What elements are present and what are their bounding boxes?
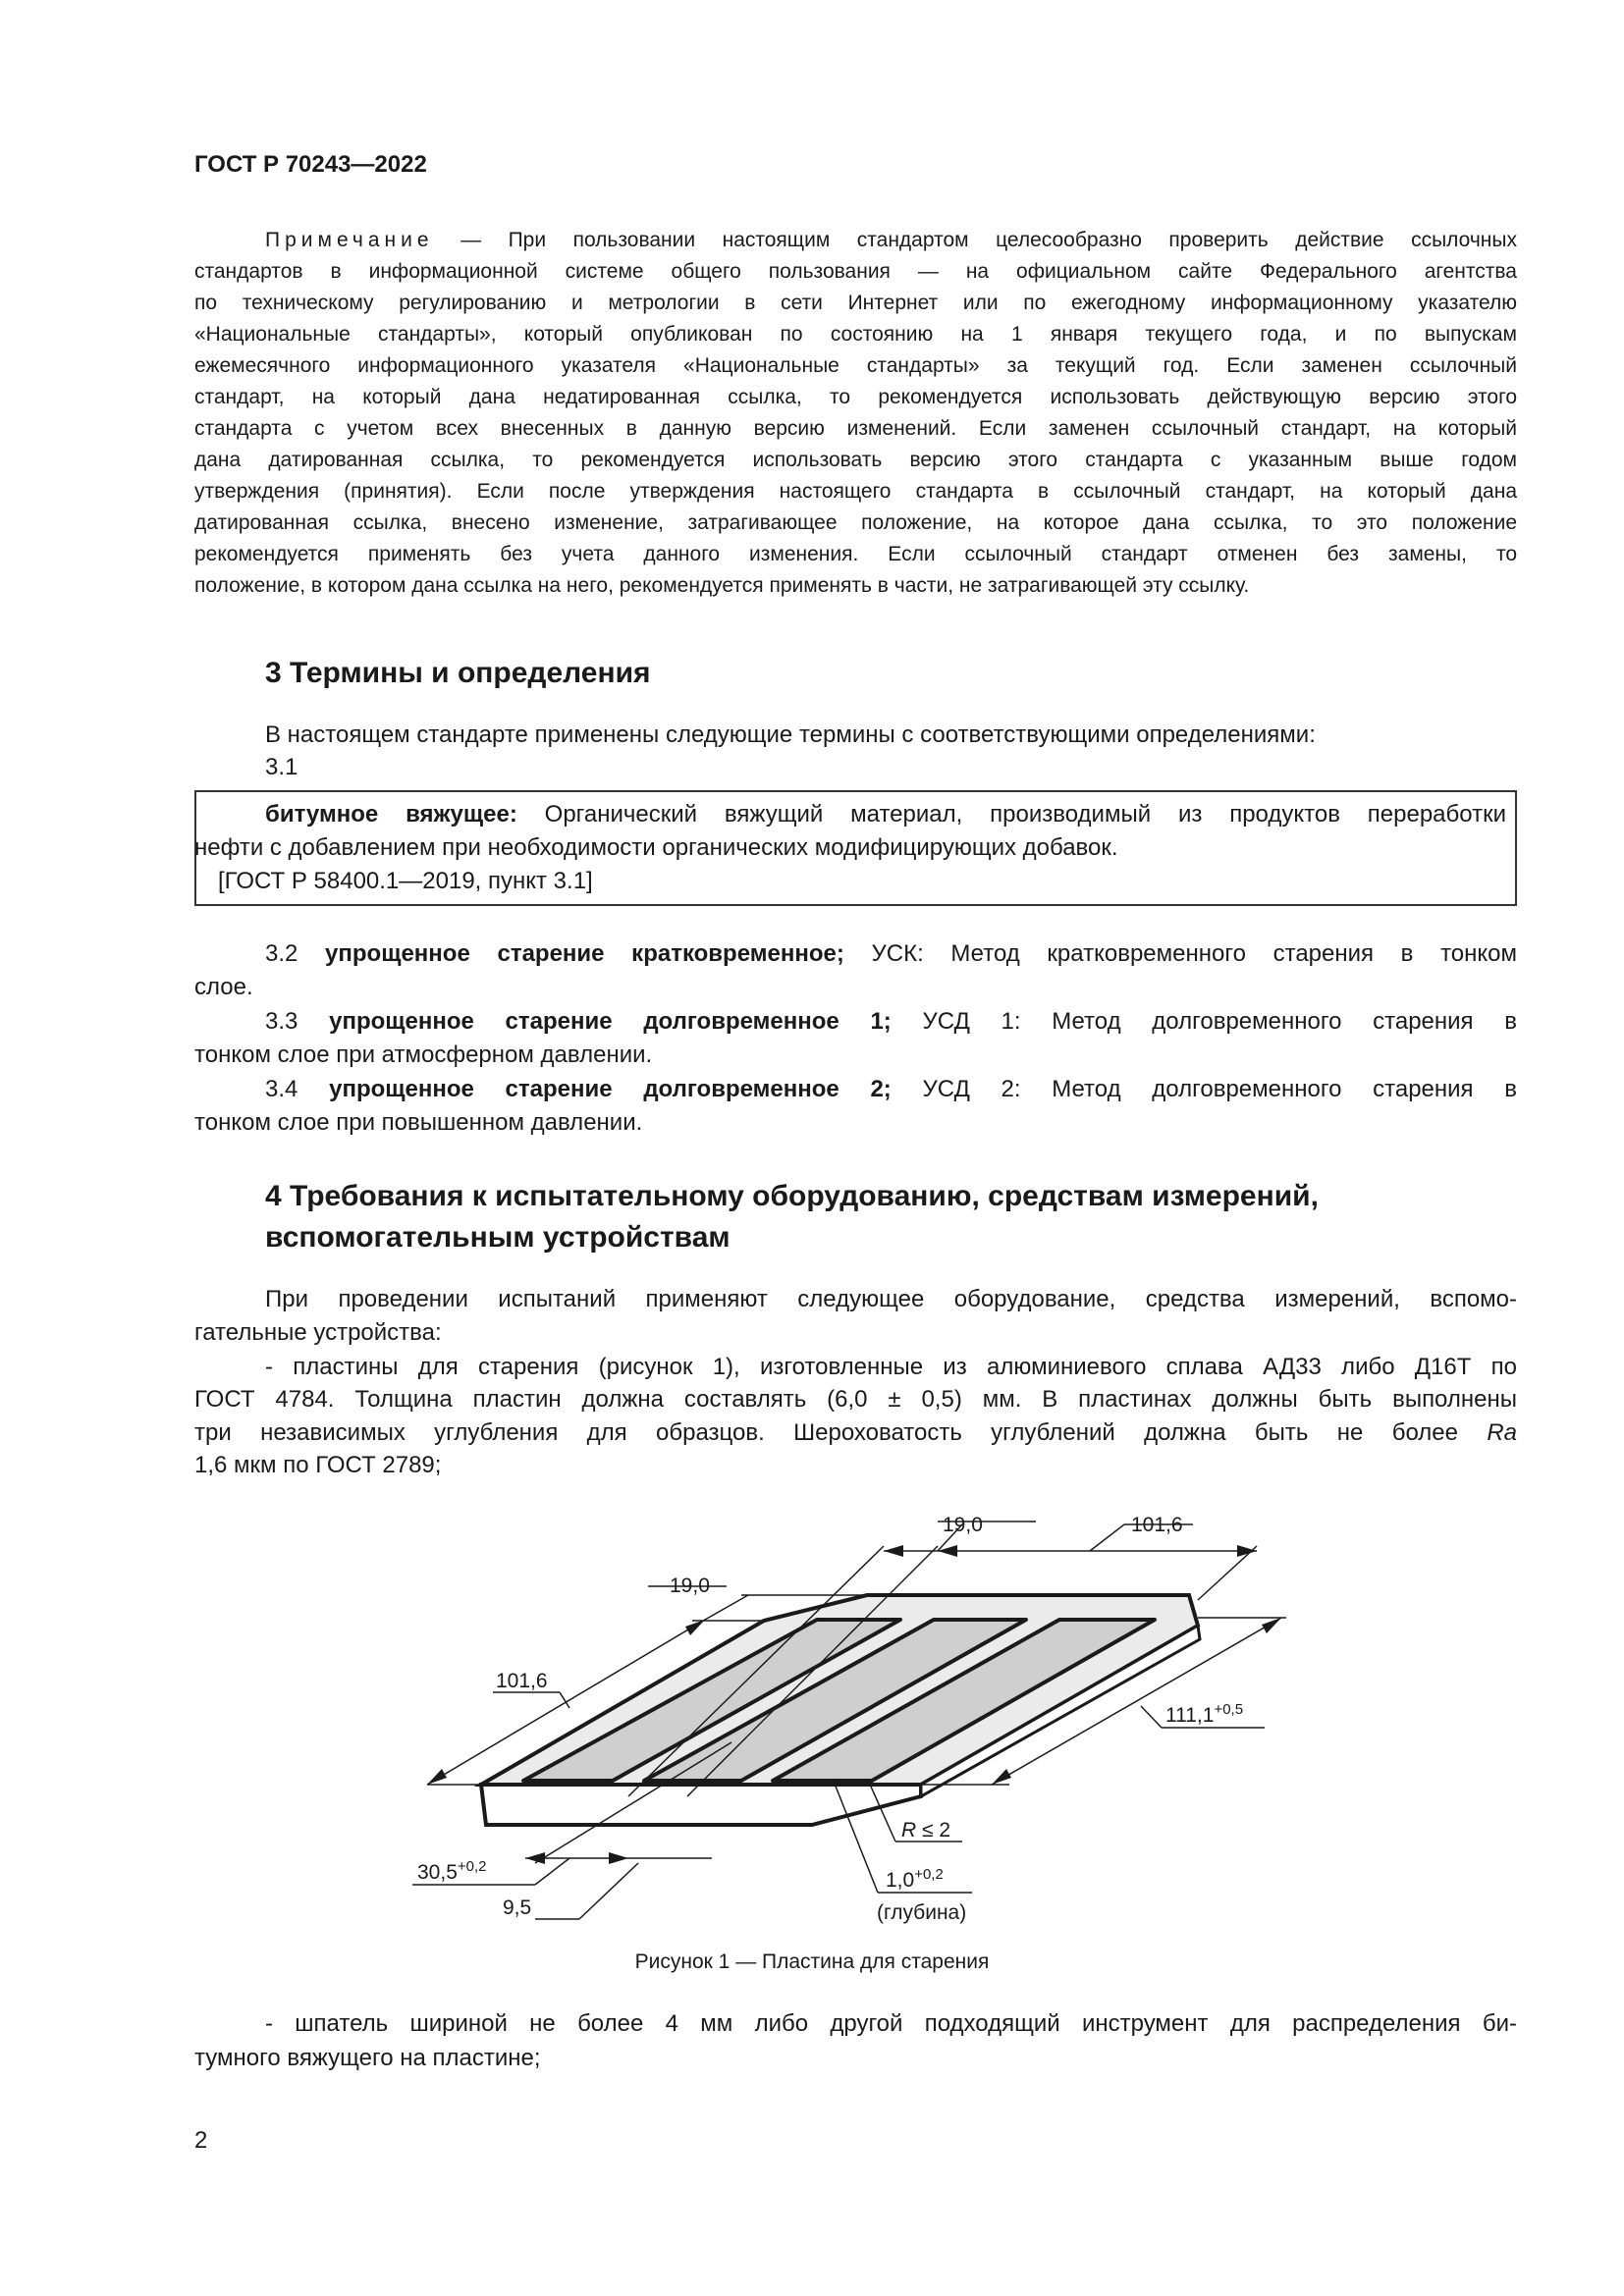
note-line: стандарт, на который дана недатированная ссылка, то рекомендуется использовать действующую версию этого xyxy=(194,386,1517,408)
page-number: 2 xyxy=(194,2127,208,2154)
term-3-3-line2: тонком слое при атмосферном давлении. xyxy=(194,1041,653,1068)
term-3-1-number: 3.1 xyxy=(265,754,298,780)
term-3-2-definition: УСК: Метод кратковременного старения в тонком xyxy=(871,940,1518,967)
note-label: Примечание xyxy=(265,229,434,251)
figure-caption: Рисунок 1 — Пластина для старения xyxy=(634,1950,990,1973)
item-2-line2: тумного вяжущего на пластине; xyxy=(194,2045,541,2071)
term-3-3-definition: УСД 1: Метод долговременного старения в xyxy=(922,1008,1518,1035)
section-4-heading-line2: вспомогательным устройствам xyxy=(265,1221,731,1254)
note-text: — При пользовании настоящим стандартом целесообразно проверить действие ссылочных xyxy=(460,229,1518,251)
dim-value: 1,0 xyxy=(886,1869,915,1892)
dim-tolerance: +0,2 xyxy=(457,1858,487,1875)
note-line: дана датированная ссылка, то рекомендуется использовать версию этого стандарта с указанным выше годом xyxy=(194,449,1517,471)
term-3-1-term: битумное вяжущее: xyxy=(265,801,517,828)
dim-top-width: 101,6 xyxy=(1131,1514,1183,1536)
section-3-heading: 3 Термины и определения xyxy=(265,657,651,689)
section-3-intro: В настоящем стандарте применены следующие термины с соответствующими определениями: xyxy=(265,721,1316,748)
term-number: 3.4 xyxy=(265,1076,298,1102)
term-3-1-source: [ГОСТ Р 58400.1—2019, пункт 3.1] xyxy=(218,868,593,894)
note-line: «Национальные стандарты», который опубликован по состоянию на 1 января текущего года, и по выпускам xyxy=(194,323,1517,346)
section-4-heading-line1: 4 Требования к испытательному оборудованию, средствам измерений, xyxy=(265,1180,1319,1212)
note-line: по техническому регулированию и метрологии в сети Интернет или по ежегодному информационному указателю xyxy=(194,292,1517,314)
term-3-4-line2: тонком слое при повышенном давлении. xyxy=(194,1109,643,1136)
note-line: утверждения (принятия). Если после утверждения настоящего стандарта в ссылочный стандарт, на который дана xyxy=(194,480,1517,503)
item-1-line2: ГОСТ 4784. Толщина пластин должна составлять (6,0 ± 0,5) мм. В пластинах должны быть выполнены xyxy=(194,1386,1517,1413)
note-line: положение, в котором дана ссылка на него, рекомендуется применять в части, не затрагивающей эту ссылку. xyxy=(194,574,1250,597)
term-number: 3.3 xyxy=(265,1008,298,1035)
term-3-4-term: упрощенное старение долговременное 2; xyxy=(329,1076,892,1102)
plate-front-face xyxy=(481,1785,921,1825)
term-3-1-definition: Органический вяжущий материал, производимый из продуктов переработки xyxy=(544,801,1506,828)
note-line: стандарта с учетом всех внесенных в данную версию изменений. Если заменен ссылочный стандарт, на который xyxy=(194,417,1517,440)
dim-tolerance: +0,5 xyxy=(1214,1701,1244,1718)
term-number: 3.2 xyxy=(265,940,298,967)
dim-left-length: 101,6 xyxy=(496,1670,548,1692)
section-4-intro-line2: гательные устройства: xyxy=(194,1319,442,1346)
item-2-line1: - шпатель шириной не более 4 мм либо другой подходящий инструмент для распределения би- xyxy=(265,2010,1517,2037)
dim-right-length xyxy=(1165,1701,1243,1727)
ra-symbol: Ra xyxy=(1487,1419,1517,1446)
note-line: рекомендуется применять без учета данного изменения. Если ссылочный стандарт отменен без замены, то xyxy=(194,543,1517,565)
note-line: датированная ссылка, внесено изменение, затрагивающее положение, на которое дана ссылка, то это положение xyxy=(194,511,1517,534)
item-1-line4: 1,6 мкм по ГОСТ 2789; xyxy=(194,1452,442,1478)
term-3-2-term: упрощенное старение кратковременное; xyxy=(325,940,844,967)
dim-edge: 9,5 xyxy=(503,1896,532,1919)
document-id-header: ГОСТ Р 70243—2022 xyxy=(194,151,427,178)
dim-radius xyxy=(901,1819,950,1842)
dim-value: 30,5 xyxy=(417,1861,458,1884)
dim-left-gap: 19,0 xyxy=(670,1575,710,1597)
term-3-4-definition: УСД 2: Метод долговременного старения в xyxy=(922,1076,1518,1102)
item-1-text: три независимых углубления для образцов. Шероховатость углублений должна быть не более xyxy=(194,1419,1458,1446)
note-line: стандартов в информационной системе общего пользования — на официальном сайте Федерального агентства xyxy=(194,260,1517,283)
note-line: ежемесячного информационного указателя «Национальные стандарты» за текущий год. Если заменен ссылочный xyxy=(194,354,1517,377)
section-4-intro-line1: При проведении испытаний применяют следующее оборудование, средства измерений, вспомо- xyxy=(265,1286,1517,1312)
dim-depth-label: (глубина) xyxy=(877,1901,967,1924)
dim-value: 111,1 xyxy=(1165,1704,1215,1727)
radius-value: ≤ 2 xyxy=(922,1819,951,1842)
dim-groove-width xyxy=(417,1858,487,1884)
term-3-1-line2: нефти с добавлением при необходимости органических модифицирующих добавок. xyxy=(194,834,1118,861)
dim-depth xyxy=(886,1866,944,1892)
radius-symbol: R xyxy=(901,1819,917,1842)
term-3-3-term: упрощенное старение долговременное 1; xyxy=(329,1008,892,1035)
item-1-line1: - пластины для старения (рисунок 1), изготовленные из алюминиевого сплава АД33 либо Д16Т по xyxy=(265,1354,1517,1380)
dim-top-gap: 19,0 xyxy=(943,1514,983,1536)
term-3-2-line2: слое. xyxy=(194,974,253,1000)
dim-tolerance: +0,2 xyxy=(914,1866,944,1883)
